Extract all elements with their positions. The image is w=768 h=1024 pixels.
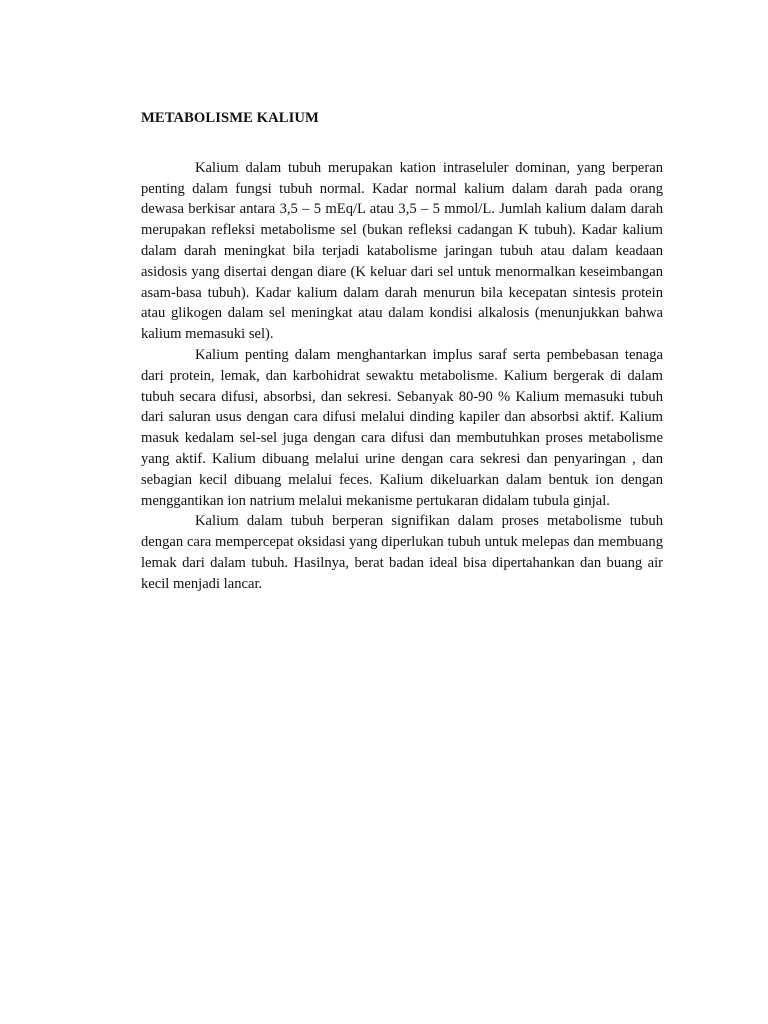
paragraph-1: Kalium dalam tubuh merupakan kation intraseluler dominan, yang berperan penting dalam fungsi tubuh normal. Kadar normal kalium dalam darah pada orang dewasa berkisar antara 3,5 – 5 mEq/L atau 3,5 – 5 mmol/L. Jumlah kalium dalam darah merupakan refleksi metabolisme sel (bukan refleksi cadangan K tubuh). Kadar kalium dalam darah meningkat bila terjadi katabolisme jaringan tubuh atau dalam keadaan asidosis yang disertai dengan diare (K keluar dari sel untuk menormalkan keseimbangan asam-basa tubuh). Kadar kalium dalam darah menurun bila kecepatan sintesis protein atau glikogen dalam sel meningkat atau dalam kondisi alkalosis (menunjukkan bahwa kalium memasuki sel).: [141, 159, 663, 343]
document-body: [141, 108, 663, 595]
paragraph-2: Kalium penting dalam menghantarkan implus saraf serta pembebasan tenaga dari protein, lemak, dan karbohidrat sewaktu metabolisme. Kalium bergerak di dalam tubuh secara difusi, absorbsi, dan sekresi. Sebanyak 80-90 % Kalium memasuki tubuh dari saluran usus dengan cara difusi melalui dinding kapiler dan absorbsi aktif. Kalium masuk kedalam sel-sel juga dengan cara difusi dan membutuhkan proses metabolisme yang aktif. Kalium dibuang melalui urine dengan cara sekresi dan penyaringan , dan sebagian kecil dibuang melalui feces. Kalium dikeluarkan dalam bentuk ion dengan menggantikan ion natrium melalui mekanisme pertukaran didalam tubula ginjal.: [141, 346, 663, 509]
document-title: METABOLISME KALIUM: [141, 110, 319, 126]
paragraph-3: Kalium dalam tubuh berperan signifikan dalam proses metabolisme tubuh dengan cara mempercepat oksidasi yang diperlukan tubuh untuk melepas dan membuang lemak dari dalam tubuh. Hasilnya, berat badan ideal bisa dipertahankan dan buang air kecil menjadi lancar.: [141, 513, 663, 592]
